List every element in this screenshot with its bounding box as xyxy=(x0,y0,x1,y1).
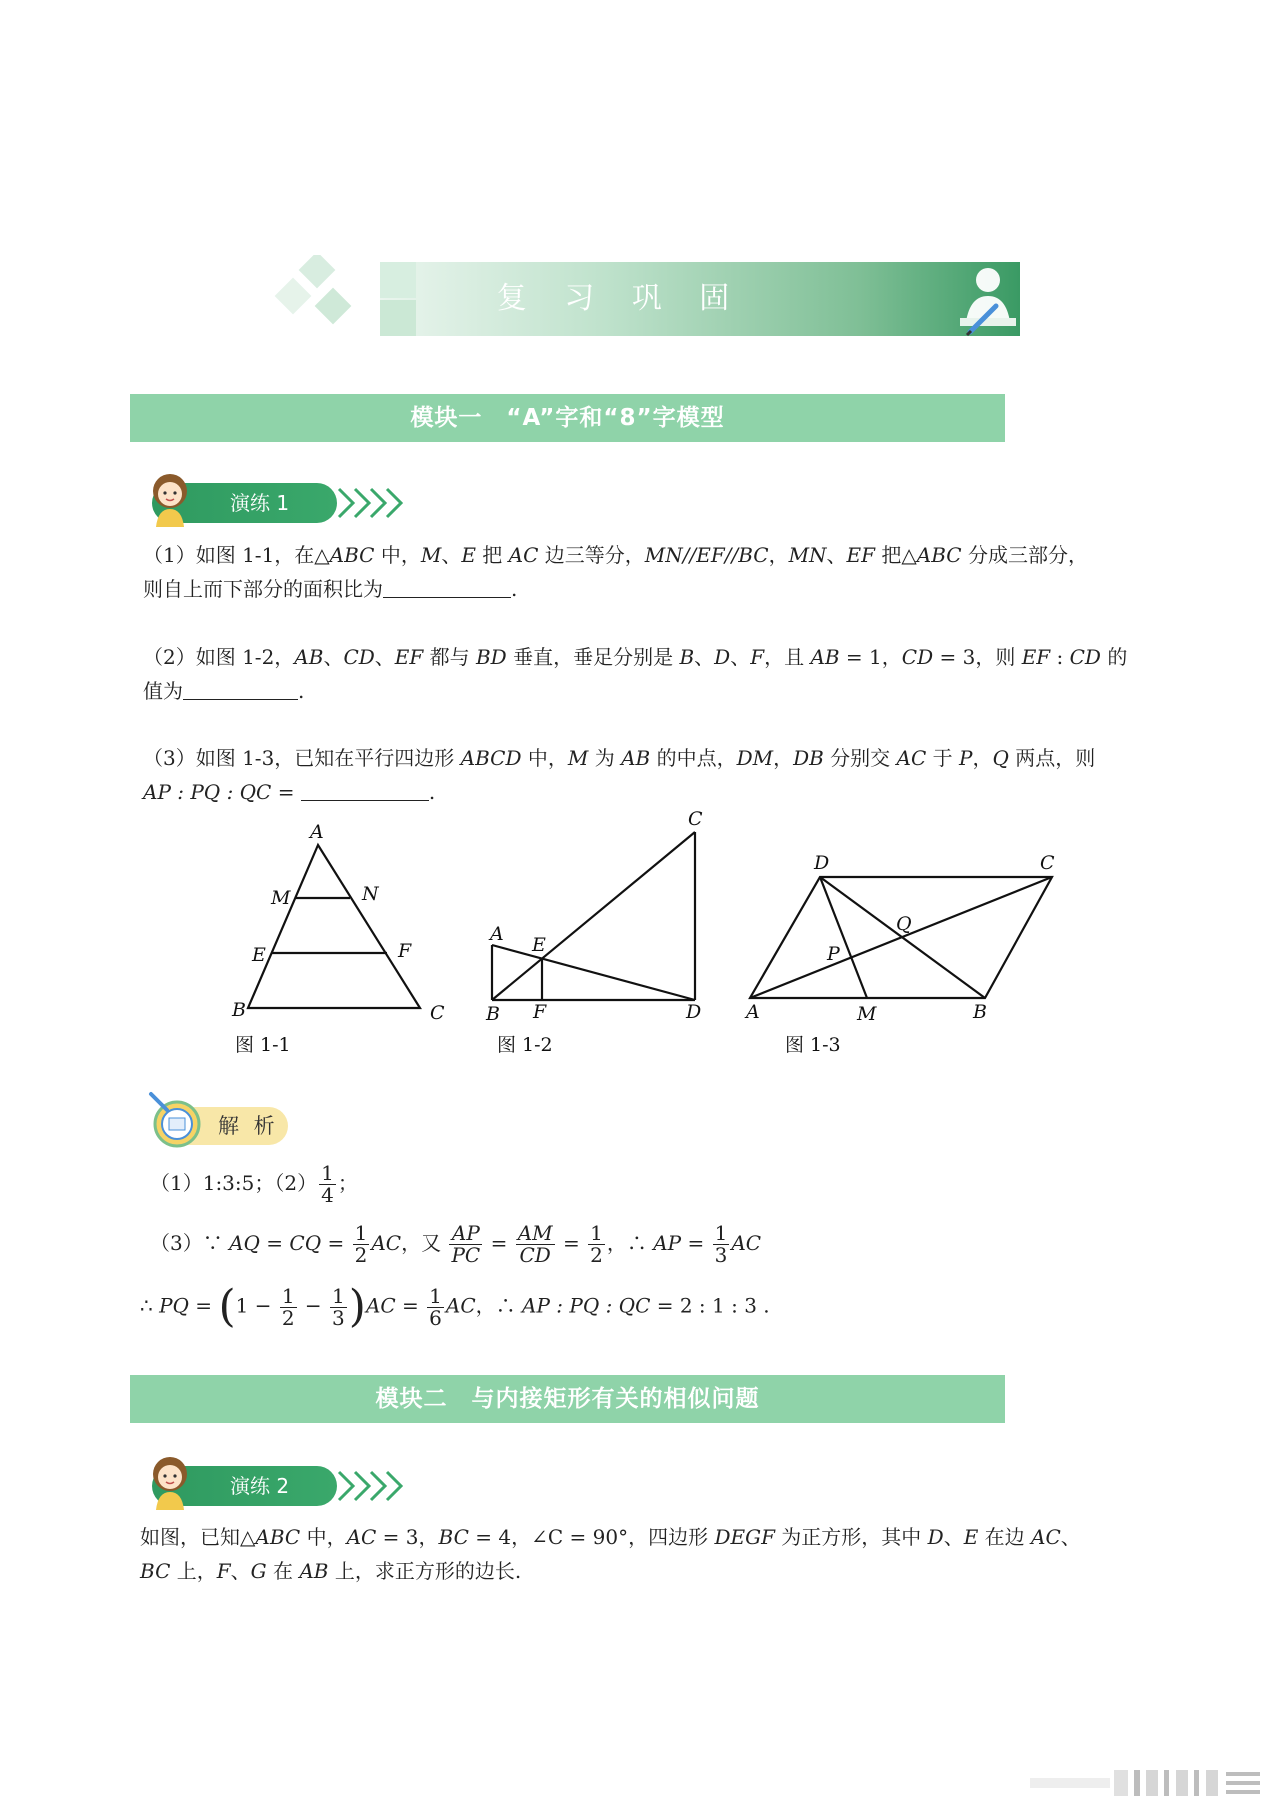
label-C: C xyxy=(430,1002,445,1024)
analysis-label: 解 析 xyxy=(218,1114,279,1138)
child-avatar-icon xyxy=(140,1450,200,1512)
fraction: $\frac{1}{3}$ xyxy=(332,1283,345,1330)
solution-line-2: （3）∵ AQ = CQ = $\frac{1}{2}$ AC，又 $\frac{AP}{PC}$ = $\frac{AM}{CD}$ = $\frac{1}{2}$ ，∴ AP = $\frac{1}{3}$ AC xyxy=(150,1221,762,1267)
label-Q: Q xyxy=(896,913,912,935)
fraction: $\frac{AP}{PC}$ xyxy=(451,1221,481,1267)
question-1: （1）如图 1-1，在△ABC 中，M、E 把 AC 边三等分，MN//EF//BC，MN、EF 把△ABC 分成三部分， 则自上而下部分的面积比为 . xyxy=(143,543,1088,601)
fraction: $\frac{1}{2}$ xyxy=(281,1283,295,1330)
solution-line-1: （1）1:3:5；（2） $\frac{1}{4}$ ； xyxy=(150,1161,358,1207)
banner-title: 复 习 巩 固 xyxy=(496,281,744,316)
figure-1-3-caption: 图 1-3 xyxy=(785,1034,841,1056)
label-B: B xyxy=(486,1003,500,1025)
exercise-two-tag xyxy=(140,1466,410,1506)
fraction: $\frac{1}{2}$ xyxy=(354,1221,368,1267)
label-P: P xyxy=(827,943,840,965)
fraction: $\frac{1}{4}$ xyxy=(321,1161,334,1207)
footer-stripe-decoration xyxy=(1030,1768,1265,1798)
figure-1-1 xyxy=(248,845,420,1008)
question-2: （2）如图 1-2，AB、CD、EF 都与 BD 垂直，垂足分别是 B、D、F，且 AB = 1，CD = 3，则 EF : CD 的 值为 . xyxy=(143,645,1128,703)
fraction: $\frac{1}{2}$ xyxy=(590,1221,603,1267)
magnifier-icon xyxy=(145,1090,207,1150)
label-N: N xyxy=(362,883,379,905)
module-one-header: 模块一 “A”字和“8”字模型 xyxy=(130,394,1005,442)
label-A: A xyxy=(490,923,504,945)
label-A: A xyxy=(310,821,324,843)
label-B: B xyxy=(973,1001,987,1023)
figure-1-2 xyxy=(492,832,695,1000)
label-F: F xyxy=(533,1001,547,1023)
fraction: $\frac{1}{6}$ xyxy=(429,1283,442,1330)
label-E: E xyxy=(252,944,266,966)
label-B: B xyxy=(232,999,246,1021)
label-F: F xyxy=(398,940,412,962)
question-3: （3）如图 1-3，已知在平行四边形 ABCD 中，M 为 AB 的中点，DM，DB 分别交 AC 于 P，Q 两点，则 AP : PQ : QC = . xyxy=(143,746,1096,804)
tag-label: 演练 1 xyxy=(230,491,290,515)
tag-label: 演练 2 xyxy=(230,1474,290,1498)
figure-1-3 xyxy=(750,877,1052,998)
label-D: D xyxy=(686,1001,702,1023)
label-A: A xyxy=(746,1001,760,1023)
label-E: E xyxy=(532,934,546,956)
label-C: C xyxy=(688,808,703,830)
chevron-right-icon xyxy=(335,1468,405,1504)
fraction: $\frac{1}{3}$ xyxy=(714,1221,728,1267)
label-M: M xyxy=(271,887,291,909)
module-two-header: 模块二 与内接矩形有关的相似问题 xyxy=(130,1375,1005,1423)
label-D: D xyxy=(814,852,830,874)
figure-1-2-caption: 图 1-2 xyxy=(497,1034,553,1056)
label-C: C xyxy=(1040,852,1055,874)
solution-line-3: ∴ PQ = (1 − $\frac{1}{2}$ − $\frac{1}{3}$ )AC = $\frac{1}{6}$ AC，∴ AP : PQ : QC = 2 : 1 : 3 . xyxy=(140,1281,770,1332)
figure-1-1-caption: 图 1-1 xyxy=(235,1034,291,1056)
label-M: M xyxy=(857,1003,877,1025)
exercise-two-text: 如图，已知△ABC 中，AC = 3，BC = 4，∠C = 90°，四边形 DEGF 为正方形，其中 D、E 在边 AC、 BC 上，F、G 在 AB 上，求正方形的边长. xyxy=(140,1525,1081,1583)
fraction: $\frac{AM}{CD}$ xyxy=(517,1221,553,1267)
